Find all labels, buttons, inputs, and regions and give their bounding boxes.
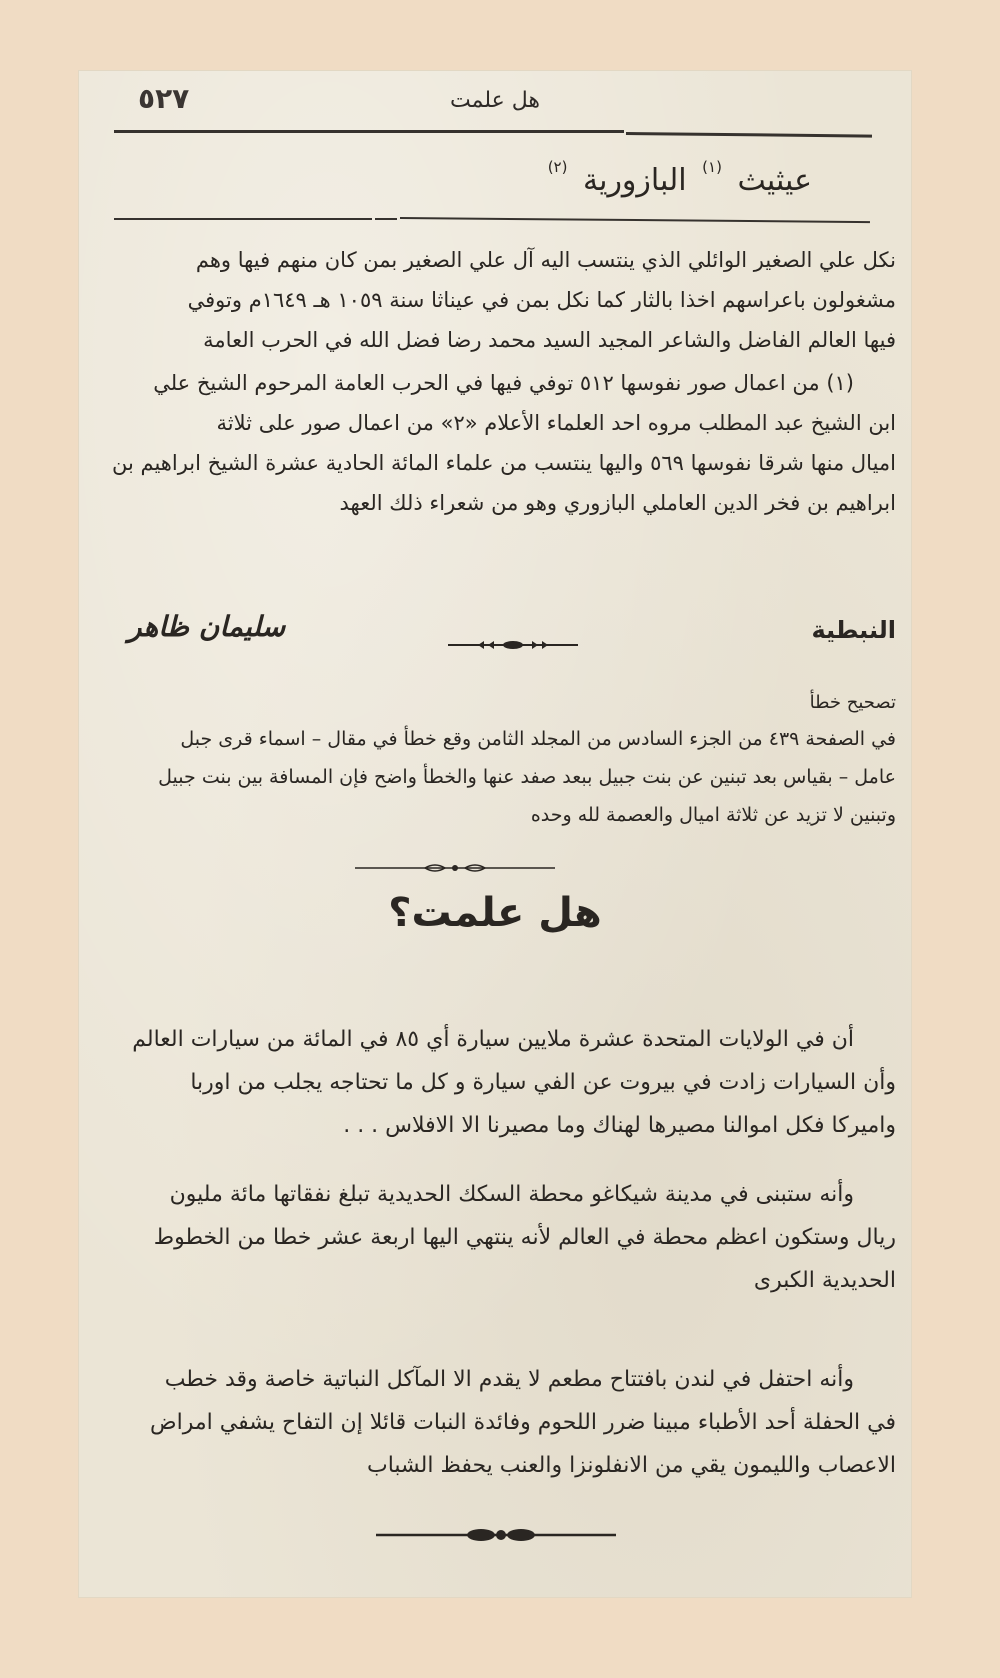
heading-word-2: البازورية (583, 163, 687, 198)
paragraph-line: ريال وستكون اعظم محطة في العالم لأنه ينتهي اليها اربعة عشر خطا من الخطوط (153, 1225, 896, 1250)
section-title-did-you-know: هل علمت؟ (388, 890, 602, 936)
footnote-line: ابراهيم بن فخر الدين العاملي البازوري وهو من شعراء ذلك العهد (339, 491, 896, 515)
signature-row (108, 610, 896, 660)
correction-line: في الصفحة ٤٣٩ من الجزء السادس من المجلد الثامن وقع خطأ في مقال – اسماء قرى جبل (180, 728, 896, 750)
ornament-divider-icon (376, 1528, 616, 1542)
ornament-divider-icon (448, 640, 578, 650)
footnote-line: اميال منها شرقا نفوسها ٥٦٩ واليها ينتسب من علماء المائة الحادية عشرة الشيخ ابراهيم بن (111, 451, 896, 475)
signature-place: النبطية (811, 616, 896, 644)
paragraph-line: الاعصاب والليمون يقي من الانفلونزا والعنب يحفظ الشباب (366, 1453, 896, 1478)
footnote-marker-1: (١) (702, 158, 722, 176)
body-line: فيها العالم الفاضل والشاعر المجيد السيد محمد رضا فضل الله في الحرب العامة (203, 328, 896, 352)
header-rule-left (114, 130, 624, 133)
paragraph-line: في الحفلة أحد الأطباء مبينا ضرر اللحوم وفائدة النبات قائلا إن التفاح يشفي امراض (150, 1410, 896, 1435)
scanned-page (78, 70, 912, 1598)
ornament-divider-icon (355, 862, 555, 874)
correction-line: وتبنين لا تزيد عن ثلاثة اميال والعصمة لله وحده (530, 804, 896, 826)
did-you-know-paragraph (108, 1173, 896, 1302)
article-footnotes (108, 363, 896, 523)
did-you-know-paragraph (108, 1018, 896, 1147)
footnote-marker-2: (٢) (547, 158, 568, 176)
heading-rule-mid (375, 218, 397, 220)
paragraph-line: واميركا فكل اموالنا مصيرها لهناك وما مصيرنا الا الافلاس . . . (343, 1113, 896, 1138)
article-body (108, 240, 896, 360)
correction-line: عامل – بقياس بعد تبنين عن بنت جبيل ببعد صفد عنها والخطأ واضح فإن المسافة بين بنت جبيل (158, 766, 896, 788)
paragraph-line: الحديدية الكبرى (753, 1268, 896, 1293)
signature-author: سليمان ظاهر (128, 610, 286, 643)
page-number: ٥٢٧ (138, 82, 190, 115)
running-header (78, 82, 912, 122)
footnote-line: (١) من اعمال صور نفوسها ٥١٢ توفي فيها في الحرب العامة المرحوم الشيخ علي (153, 371, 854, 395)
header-rule-right (626, 132, 872, 138)
heading-rule-left (114, 218, 372, 220)
heading-word-1: عيثيث (737, 163, 812, 198)
footnote-line: ابن الشيخ عبد المطلب مروه احد العلماء الأعلام «٢» من اعمال صور على ثلاثة (216, 411, 896, 435)
running-title: هل علمت (450, 88, 540, 113)
body-line: نكل علي الصغير الوائلي الذي ينتسب اليه آل علي الصغير بمن كان منهم فيها وهم (195, 248, 896, 272)
paragraph-line: وأن السيارات زادت في بيروت عن الفي سيارة و كل ما تحتاجه يجلب من اوربا (190, 1070, 896, 1095)
paragraph-line: وأنه احتفل في لندن بافتتاح مطعم لا يقدم الا المآكل النباتية خاصة وقد خطب (164, 1367, 854, 1392)
body-line: مشغولون باعراسهم اخذا بالثار كما نكل بمن في عيناثا سنة ١٠٥٩ هـ ١٦٤٩م وتوفي (187, 288, 896, 312)
paragraph-line: أن في الولايات المتحدة عشرة ملايين سيارة أي ٨٥ في المائة من سيارات العالم (132, 1027, 854, 1052)
correction-title: تصحيح خطأ (809, 692, 896, 713)
did-you-know-paragraph (108, 1358, 896, 1487)
heading-rule-right (400, 217, 870, 223)
correction-body (108, 720, 896, 834)
paragraph-line: وأنه ستبنى في مدينة شيكاغو محطة السكك الحديدية تبلغ نفقاتها مائة مليون (169, 1182, 854, 1207)
article-heading (542, 158, 812, 198)
